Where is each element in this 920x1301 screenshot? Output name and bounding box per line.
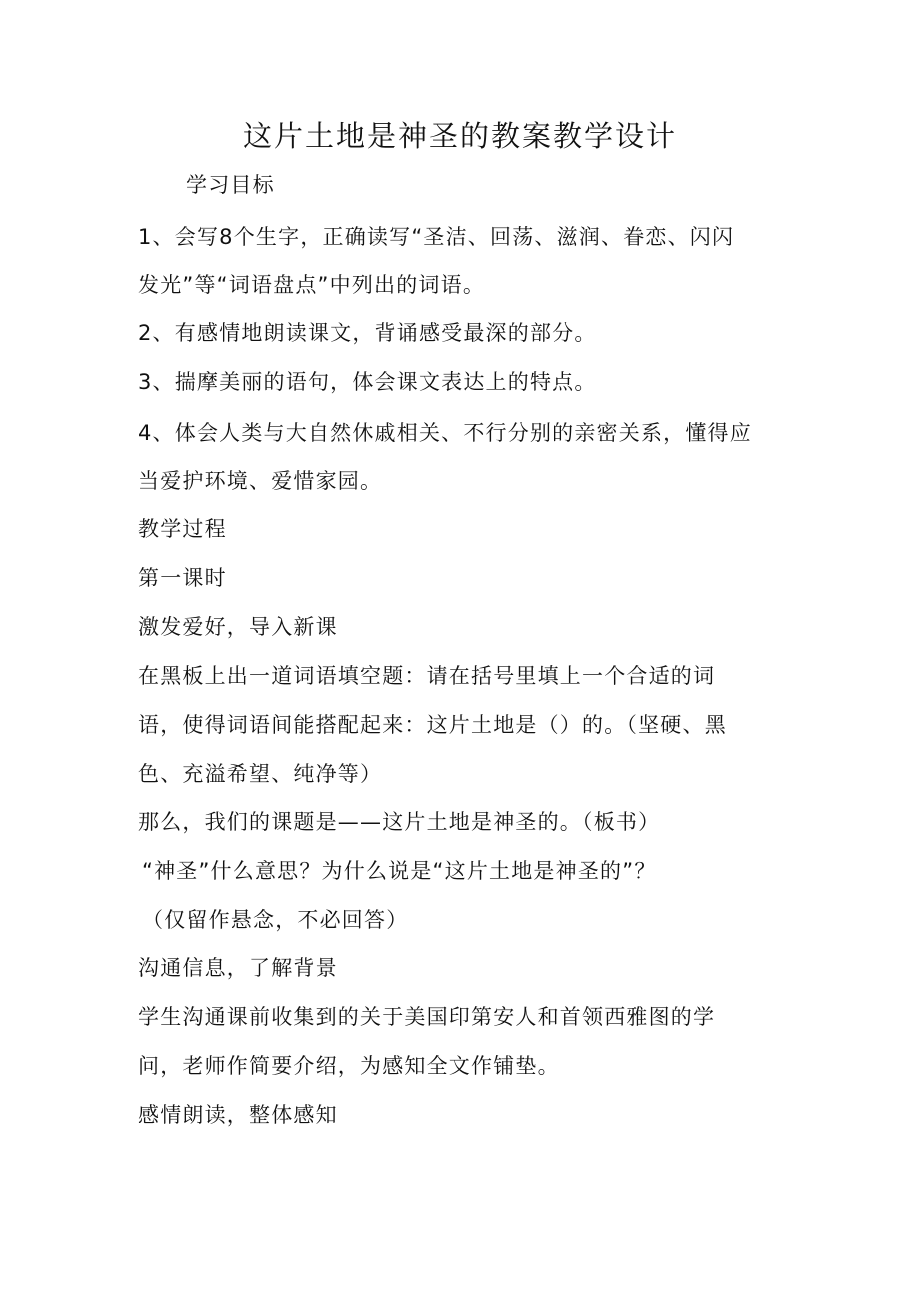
- paragraph-line: 问，老师作简要介绍，为感知全文作铺垫。: [138, 1054, 560, 1078]
- document-title: 这片土地是神圣的教案教学设计: [242, 119, 677, 153]
- section-heading-objectives: 学习目标: [186, 173, 275, 197]
- step-heading-reading: 感情朗读，整体感知: [138, 1103, 338, 1127]
- paragraph-line: 那么，我们的课题是——这片土地是神圣的。（板书）: [138, 810, 661, 834]
- step-heading-intro: 激发爱好，导入新课: [138, 615, 338, 639]
- objective-1-line-2: 发光”等“词语盘点”中列出的词语。: [138, 273, 486, 297]
- paragraph-line: 色、充溢希望、纯净等）: [138, 762, 383, 786]
- objective-2: 2、有感情地朗读课文，背诵感受最深的部分。: [138, 321, 597, 345]
- note-line: （仅留作悬念，不必回答）: [142, 908, 409, 932]
- section-heading-process: 教学过程: [138, 517, 227, 541]
- step-heading-background: 沟通信息，了解背景: [138, 956, 338, 980]
- paragraph-line: 语，使得词语间能搭配起来：这片土地是（）的。（坚硬、黑: [138, 713, 727, 737]
- lesson-heading-first: 第一课时: [138, 566, 227, 590]
- question-line: “神圣”什么意思？为什么说是“这片土地是神圣的”？: [142, 859, 657, 883]
- objective-4-line-2: 当爱护环境、爱惜家园。: [138, 469, 383, 493]
- objective-3: 3、揣摩美丽的语句，体会课文表达上的特点。: [138, 370, 597, 394]
- paragraph-line: 在黑板上出一道词语填空题：请在括号里填上一个合适的词: [138, 664, 716, 688]
- paragraph-line: 学生沟通课前收集到的关于美国印第安人和首领西雅图的学: [138, 1005, 716, 1029]
- objective-4-line-1: 4、体会人类与大自然休戚相关、不行分别的亲密关系，懂得应: [138, 421, 752, 445]
- objective-1-line-1: 1、会写8个生字，正确读写“圣洁、回荡、滋润、眷恋、闪闪: [138, 225, 735, 249]
